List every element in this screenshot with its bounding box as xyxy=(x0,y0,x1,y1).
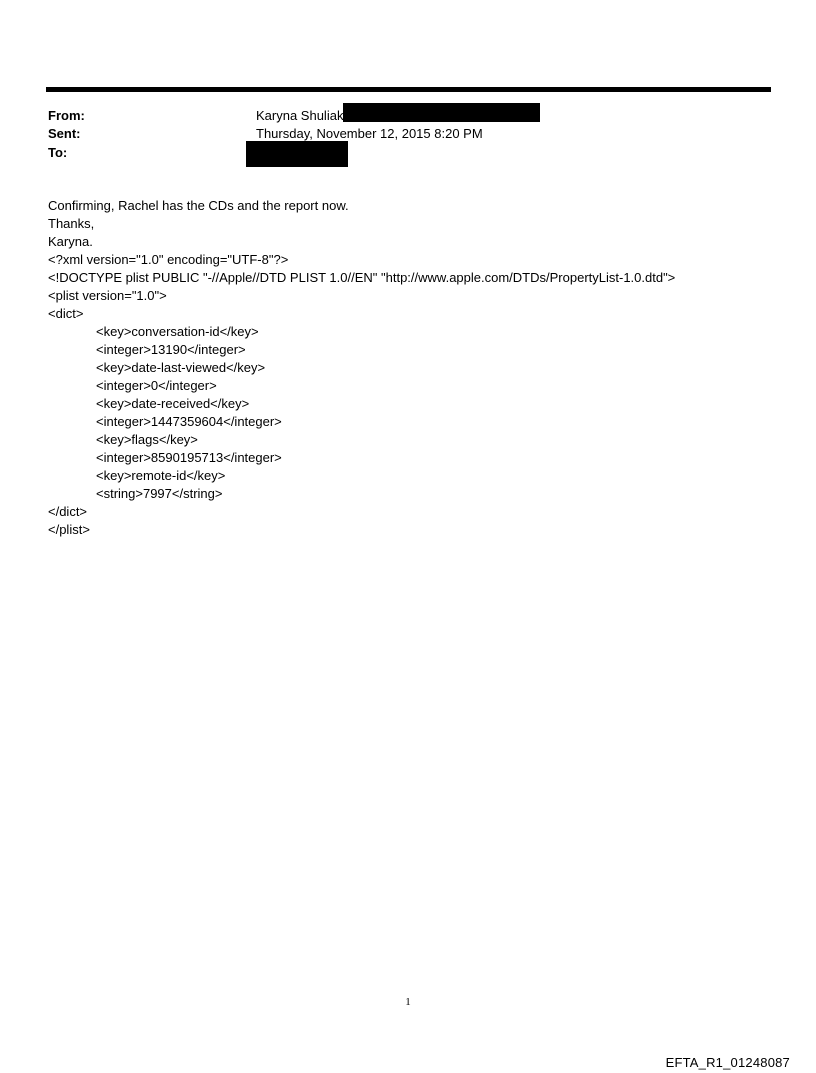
xml-dict-entry: <key>conversation-id</key> xyxy=(96,324,259,339)
xml-dict-entry: <integer>13190</integer> xyxy=(96,342,246,357)
from-label: From: xyxy=(48,108,85,123)
xml-declaration: <?xml version="1.0" encoding="UTF-8"?> xyxy=(48,252,289,267)
xml-dict-entry: <integer>0</integer> xyxy=(96,378,217,393)
xml-dict-entry: <key>remote-id</key> xyxy=(96,468,226,483)
xml-dict-entry: <key>date-received</key> xyxy=(96,396,250,411)
from-redaction xyxy=(343,103,540,122)
document-id: EFTA_R1_01248087 xyxy=(665,1055,790,1070)
xml-dict-close: </dict> xyxy=(48,504,88,519)
sent-value: Thursday, November 12, 2015 8:20 PM xyxy=(256,126,483,141)
header-rule xyxy=(46,87,771,92)
xml-dict-entry: <integer>8590195713</integer> xyxy=(96,450,282,465)
to-label: To: xyxy=(48,145,68,160)
sent-label: Sent: xyxy=(48,126,81,141)
to-redaction xyxy=(246,141,348,167)
body-line: Karyna. xyxy=(48,234,93,249)
xml-doctype: <!DOCTYPE plist PUBLIC "-//Apple//DTD PLIST 1.0//EN" "http://www.apple.com/DTDs/PropertyList-1.0.dtd"> xyxy=(48,270,676,285)
xml-dict-open: <dict> xyxy=(48,306,84,321)
xml-dict-entry: <key>date-last-viewed</key> xyxy=(96,360,266,375)
body-line: Confirming, Rachel has the CDs and the report now. xyxy=(48,198,349,213)
body-line: Thanks, xyxy=(48,216,95,231)
xml-dict-entry: <string>7997</string> xyxy=(96,486,223,501)
xml-plist-open: <plist version="1.0"> xyxy=(48,288,167,303)
xml-dict-entry: <integer>1447359604</integer> xyxy=(96,414,282,429)
from-value: Karyna Shuliak xyxy=(256,108,344,123)
xml-plist-close: </plist> xyxy=(48,522,90,537)
xml-dict-entry: <key>flags</key> xyxy=(96,432,198,447)
page-number: 1 xyxy=(405,996,411,1008)
message-body xyxy=(48,197,675,539)
